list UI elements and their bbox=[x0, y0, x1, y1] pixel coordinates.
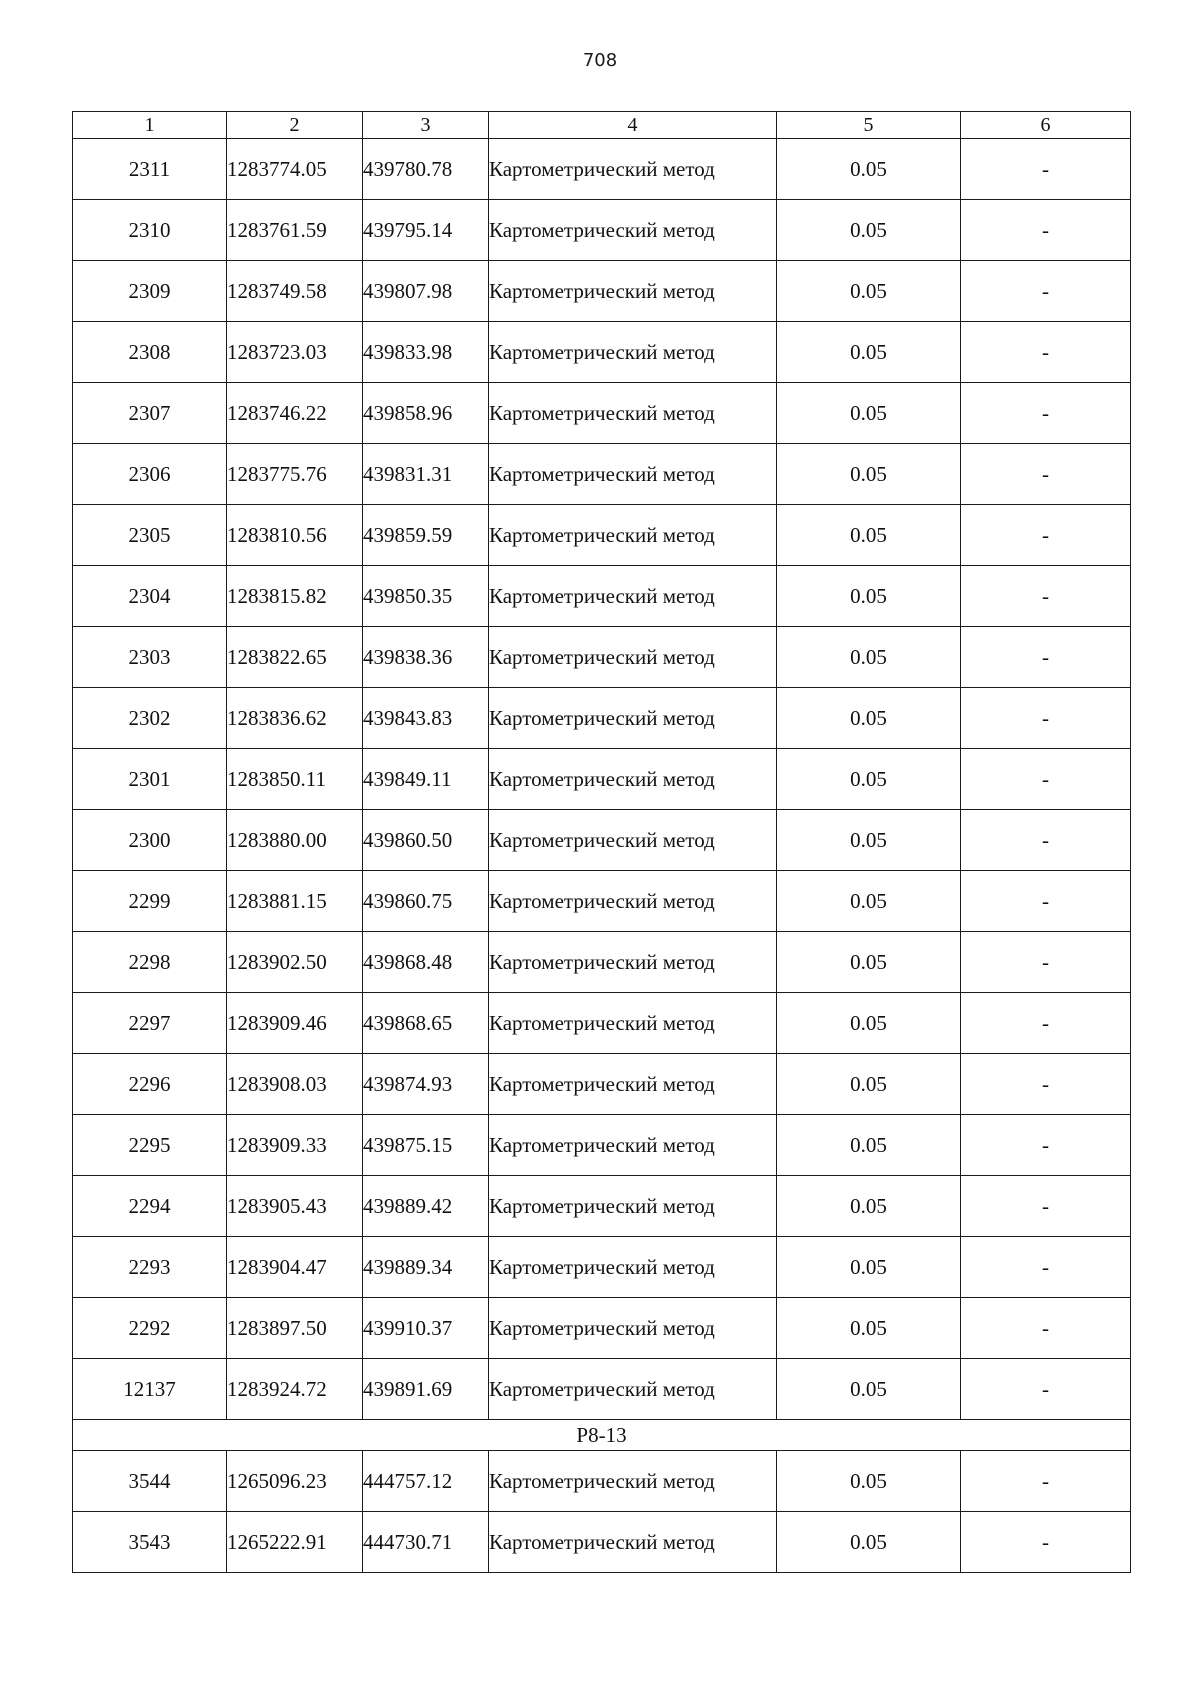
method-cell: Картометрический метод bbox=[489, 1176, 777, 1237]
table-row bbox=[73, 444, 1131, 505]
method-cell: Картометрический метод bbox=[489, 871, 777, 932]
point-number-cell: 2293 bbox=[73, 1237, 227, 1298]
column-header: 3 bbox=[363, 112, 489, 139]
section-title: Р8-13 bbox=[73, 1420, 1131, 1451]
method-cell: Картометрический метод bbox=[489, 993, 777, 1054]
y-coordinate-cell: 444730.71 bbox=[363, 1512, 489, 1573]
table-body bbox=[73, 112, 1131, 1573]
column-header: 1 bbox=[73, 112, 227, 139]
method-cell: Картометрический метод bbox=[489, 261, 777, 322]
accuracy-cell: 0.05 bbox=[777, 566, 961, 627]
note-cell: - bbox=[961, 566, 1131, 627]
accuracy-cell: 0.05 bbox=[777, 810, 961, 871]
y-coordinate-cell: 439831.31 bbox=[363, 444, 489, 505]
x-coordinate-cell: 1283775.76 bbox=[227, 444, 363, 505]
note-cell: - bbox=[961, 810, 1131, 871]
table-row bbox=[73, 1359, 1131, 1420]
point-number-cell: 3544 bbox=[73, 1451, 227, 1512]
table-row bbox=[73, 1512, 1131, 1573]
method-cell: Картометрический метод bbox=[489, 688, 777, 749]
y-coordinate-cell: 444757.12 bbox=[363, 1451, 489, 1512]
x-coordinate-cell: 1283749.58 bbox=[227, 261, 363, 322]
y-coordinate-cell: 439833.98 bbox=[363, 322, 489, 383]
note-cell: - bbox=[961, 322, 1131, 383]
point-number-cell: 2292 bbox=[73, 1298, 227, 1359]
note-cell: - bbox=[961, 1115, 1131, 1176]
table-row bbox=[73, 200, 1131, 261]
x-coordinate-cell: 1283810.56 bbox=[227, 505, 363, 566]
point-number-cell: 12137 bbox=[73, 1359, 227, 1420]
method-cell: Картометрический метод bbox=[489, 1512, 777, 1573]
note-cell: - bbox=[961, 1176, 1131, 1237]
note-cell: - bbox=[961, 444, 1131, 505]
table-row bbox=[73, 261, 1131, 322]
y-coordinate-cell: 439795.14 bbox=[363, 200, 489, 261]
x-coordinate-cell: 1265096.23 bbox=[227, 1451, 363, 1512]
point-number-cell: 2306 bbox=[73, 444, 227, 505]
accuracy-cell: 0.05 bbox=[777, 1115, 961, 1176]
note-cell: - bbox=[961, 627, 1131, 688]
accuracy-cell: 0.05 bbox=[777, 1298, 961, 1359]
y-coordinate-cell: 439849.11 bbox=[363, 749, 489, 810]
method-cell: Картометрический метод bbox=[489, 810, 777, 871]
accuracy-cell: 0.05 bbox=[777, 1237, 961, 1298]
accuracy-cell: 0.05 bbox=[777, 871, 961, 932]
accuracy-cell: 0.05 bbox=[777, 200, 961, 261]
point-number-cell: 2310 bbox=[73, 200, 227, 261]
accuracy-cell: 0.05 bbox=[777, 139, 961, 200]
table-row bbox=[73, 993, 1131, 1054]
method-cell: Картометрический метод bbox=[489, 139, 777, 200]
method-cell: Картометрический метод bbox=[489, 505, 777, 566]
method-cell: Картометрический метод bbox=[489, 1115, 777, 1176]
method-cell: Картометрический метод bbox=[489, 444, 777, 505]
x-coordinate-cell: 1283836.62 bbox=[227, 688, 363, 749]
method-cell: Картометрический метод bbox=[489, 322, 777, 383]
y-coordinate-cell: 439860.50 bbox=[363, 810, 489, 871]
x-coordinate-cell: 1265222.91 bbox=[227, 1512, 363, 1573]
table-row bbox=[73, 871, 1131, 932]
column-header: 5 bbox=[777, 112, 961, 139]
method-cell: Картометрический метод bbox=[489, 566, 777, 627]
method-cell: Картометрический метод bbox=[489, 1054, 777, 1115]
x-coordinate-cell: 1283908.03 bbox=[227, 1054, 363, 1115]
table-row bbox=[73, 1176, 1131, 1237]
method-cell: Картометрический метод bbox=[489, 1298, 777, 1359]
point-number-cell: 2297 bbox=[73, 993, 227, 1054]
x-coordinate-cell: 1283822.65 bbox=[227, 627, 363, 688]
point-number-cell: 2311 bbox=[73, 139, 227, 200]
accuracy-cell: 0.05 bbox=[777, 1512, 961, 1573]
point-number-cell: 2301 bbox=[73, 749, 227, 810]
accuracy-cell: 0.05 bbox=[777, 688, 961, 749]
accuracy-cell: 0.05 bbox=[777, 1359, 961, 1420]
method-cell: Картометрический метод bbox=[489, 1237, 777, 1298]
note-cell: - bbox=[961, 1451, 1131, 1512]
x-coordinate-cell: 1283904.47 bbox=[227, 1237, 363, 1298]
accuracy-cell: 0.05 bbox=[777, 505, 961, 566]
table-row bbox=[73, 627, 1131, 688]
y-coordinate-cell: 439850.35 bbox=[363, 566, 489, 627]
y-coordinate-cell: 439889.34 bbox=[363, 1237, 489, 1298]
accuracy-cell: 0.05 bbox=[777, 1176, 961, 1237]
y-coordinate-cell: 439868.48 bbox=[363, 932, 489, 993]
x-coordinate-cell: 1283924.72 bbox=[227, 1359, 363, 1420]
x-coordinate-cell: 1283880.00 bbox=[227, 810, 363, 871]
y-coordinate-cell: 439838.36 bbox=[363, 627, 489, 688]
point-number-cell: 2307 bbox=[73, 383, 227, 444]
table-row bbox=[73, 139, 1131, 200]
method-cell: Картометрический метод bbox=[489, 1451, 777, 1512]
page-number: 708 bbox=[582, 50, 618, 71]
table-row bbox=[73, 1451, 1131, 1512]
y-coordinate-cell: 439874.93 bbox=[363, 1054, 489, 1115]
table-header-row bbox=[73, 112, 1131, 139]
point-number-cell: 2303 bbox=[73, 627, 227, 688]
table-row bbox=[73, 810, 1131, 871]
point-number-cell: 2309 bbox=[73, 261, 227, 322]
y-coordinate-cell: 439868.65 bbox=[363, 993, 489, 1054]
point-number-cell: 2308 bbox=[73, 322, 227, 383]
accuracy-cell: 0.05 bbox=[777, 322, 961, 383]
y-coordinate-cell: 439910.37 bbox=[363, 1298, 489, 1359]
table-row bbox=[73, 1298, 1131, 1359]
accuracy-cell: 0.05 bbox=[777, 749, 961, 810]
note-cell: - bbox=[961, 749, 1131, 810]
table-row bbox=[73, 322, 1131, 383]
x-coordinate-cell: 1283905.43 bbox=[227, 1176, 363, 1237]
table-row bbox=[73, 505, 1131, 566]
point-number-cell: 2300 bbox=[73, 810, 227, 871]
y-coordinate-cell: 439807.98 bbox=[363, 261, 489, 322]
point-number-cell: 2295 bbox=[73, 1115, 227, 1176]
note-cell: - bbox=[961, 932, 1131, 993]
column-header: 6 bbox=[961, 112, 1131, 139]
x-coordinate-cell: 1283902.50 bbox=[227, 932, 363, 993]
y-coordinate-cell: 439858.96 bbox=[363, 383, 489, 444]
table-row bbox=[73, 1054, 1131, 1115]
method-cell: Картометрический метод bbox=[489, 383, 777, 444]
method-cell: Картометрический метод bbox=[489, 1359, 777, 1420]
accuracy-cell: 0.05 bbox=[777, 932, 961, 993]
table-row bbox=[73, 932, 1131, 993]
coordinates-table bbox=[72, 111, 1131, 1573]
accuracy-cell: 0.05 bbox=[777, 444, 961, 505]
y-coordinate-cell: 439859.59 bbox=[363, 505, 489, 566]
note-cell: - bbox=[961, 1359, 1131, 1420]
point-number-cell: 2305 bbox=[73, 505, 227, 566]
y-coordinate-cell: 439875.15 bbox=[363, 1115, 489, 1176]
y-coordinate-cell: 439860.75 bbox=[363, 871, 489, 932]
point-number-cell: 3543 bbox=[73, 1512, 227, 1573]
accuracy-cell: 0.05 bbox=[777, 383, 961, 444]
accuracy-cell: 0.05 bbox=[777, 261, 961, 322]
accuracy-cell: 0.05 bbox=[777, 627, 961, 688]
x-coordinate-cell: 1283897.50 bbox=[227, 1298, 363, 1359]
y-coordinate-cell: 439780.78 bbox=[363, 139, 489, 200]
x-coordinate-cell: 1283909.33 bbox=[227, 1115, 363, 1176]
x-coordinate-cell: 1283850.11 bbox=[227, 749, 363, 810]
x-coordinate-cell: 1283881.15 bbox=[227, 871, 363, 932]
method-cell: Картометрический метод bbox=[489, 200, 777, 261]
table-row bbox=[73, 688, 1131, 749]
accuracy-cell: 0.05 bbox=[777, 1451, 961, 1512]
method-cell: Картометрический метод bbox=[489, 932, 777, 993]
x-coordinate-cell: 1283723.03 bbox=[227, 322, 363, 383]
note-cell: - bbox=[961, 261, 1131, 322]
accuracy-cell: 0.05 bbox=[777, 1054, 961, 1115]
column-header: 2 bbox=[227, 112, 363, 139]
y-coordinate-cell: 439843.83 bbox=[363, 688, 489, 749]
x-coordinate-cell: 1283746.22 bbox=[227, 383, 363, 444]
column-header: 4 bbox=[489, 112, 777, 139]
note-cell: - bbox=[961, 688, 1131, 749]
note-cell: - bbox=[961, 505, 1131, 566]
table-row bbox=[73, 566, 1131, 627]
section-row bbox=[73, 1420, 1131, 1451]
x-coordinate-cell: 1283909.46 bbox=[227, 993, 363, 1054]
note-cell: - bbox=[961, 383, 1131, 444]
note-cell: - bbox=[961, 1237, 1131, 1298]
y-coordinate-cell: 439889.42 bbox=[363, 1176, 489, 1237]
table-row bbox=[73, 1115, 1131, 1176]
note-cell: - bbox=[961, 1512, 1131, 1573]
point-number-cell: 2298 bbox=[73, 932, 227, 993]
accuracy-cell: 0.05 bbox=[777, 993, 961, 1054]
x-coordinate-cell: 1283774.05 bbox=[227, 139, 363, 200]
table-row bbox=[73, 383, 1131, 444]
point-number-cell: 2294 bbox=[73, 1176, 227, 1237]
point-number-cell: 2299 bbox=[73, 871, 227, 932]
y-coordinate-cell: 439891.69 bbox=[363, 1359, 489, 1420]
note-cell: - bbox=[961, 200, 1131, 261]
x-coordinate-cell: 1283815.82 bbox=[227, 566, 363, 627]
note-cell: - bbox=[961, 871, 1131, 932]
note-cell: - bbox=[961, 1298, 1131, 1359]
table-row bbox=[73, 1237, 1131, 1298]
note-cell: - bbox=[961, 1054, 1131, 1115]
point-number-cell: 2302 bbox=[73, 688, 227, 749]
point-number-cell: 2296 bbox=[73, 1054, 227, 1115]
method-cell: Картометрический метод bbox=[489, 627, 777, 688]
x-coordinate-cell: 1283761.59 bbox=[227, 200, 363, 261]
point-number-cell: 2304 bbox=[73, 566, 227, 627]
note-cell: - bbox=[961, 993, 1131, 1054]
note-cell: - bbox=[961, 139, 1131, 200]
method-cell: Картометрический метод bbox=[489, 749, 777, 810]
table-row bbox=[73, 749, 1131, 810]
